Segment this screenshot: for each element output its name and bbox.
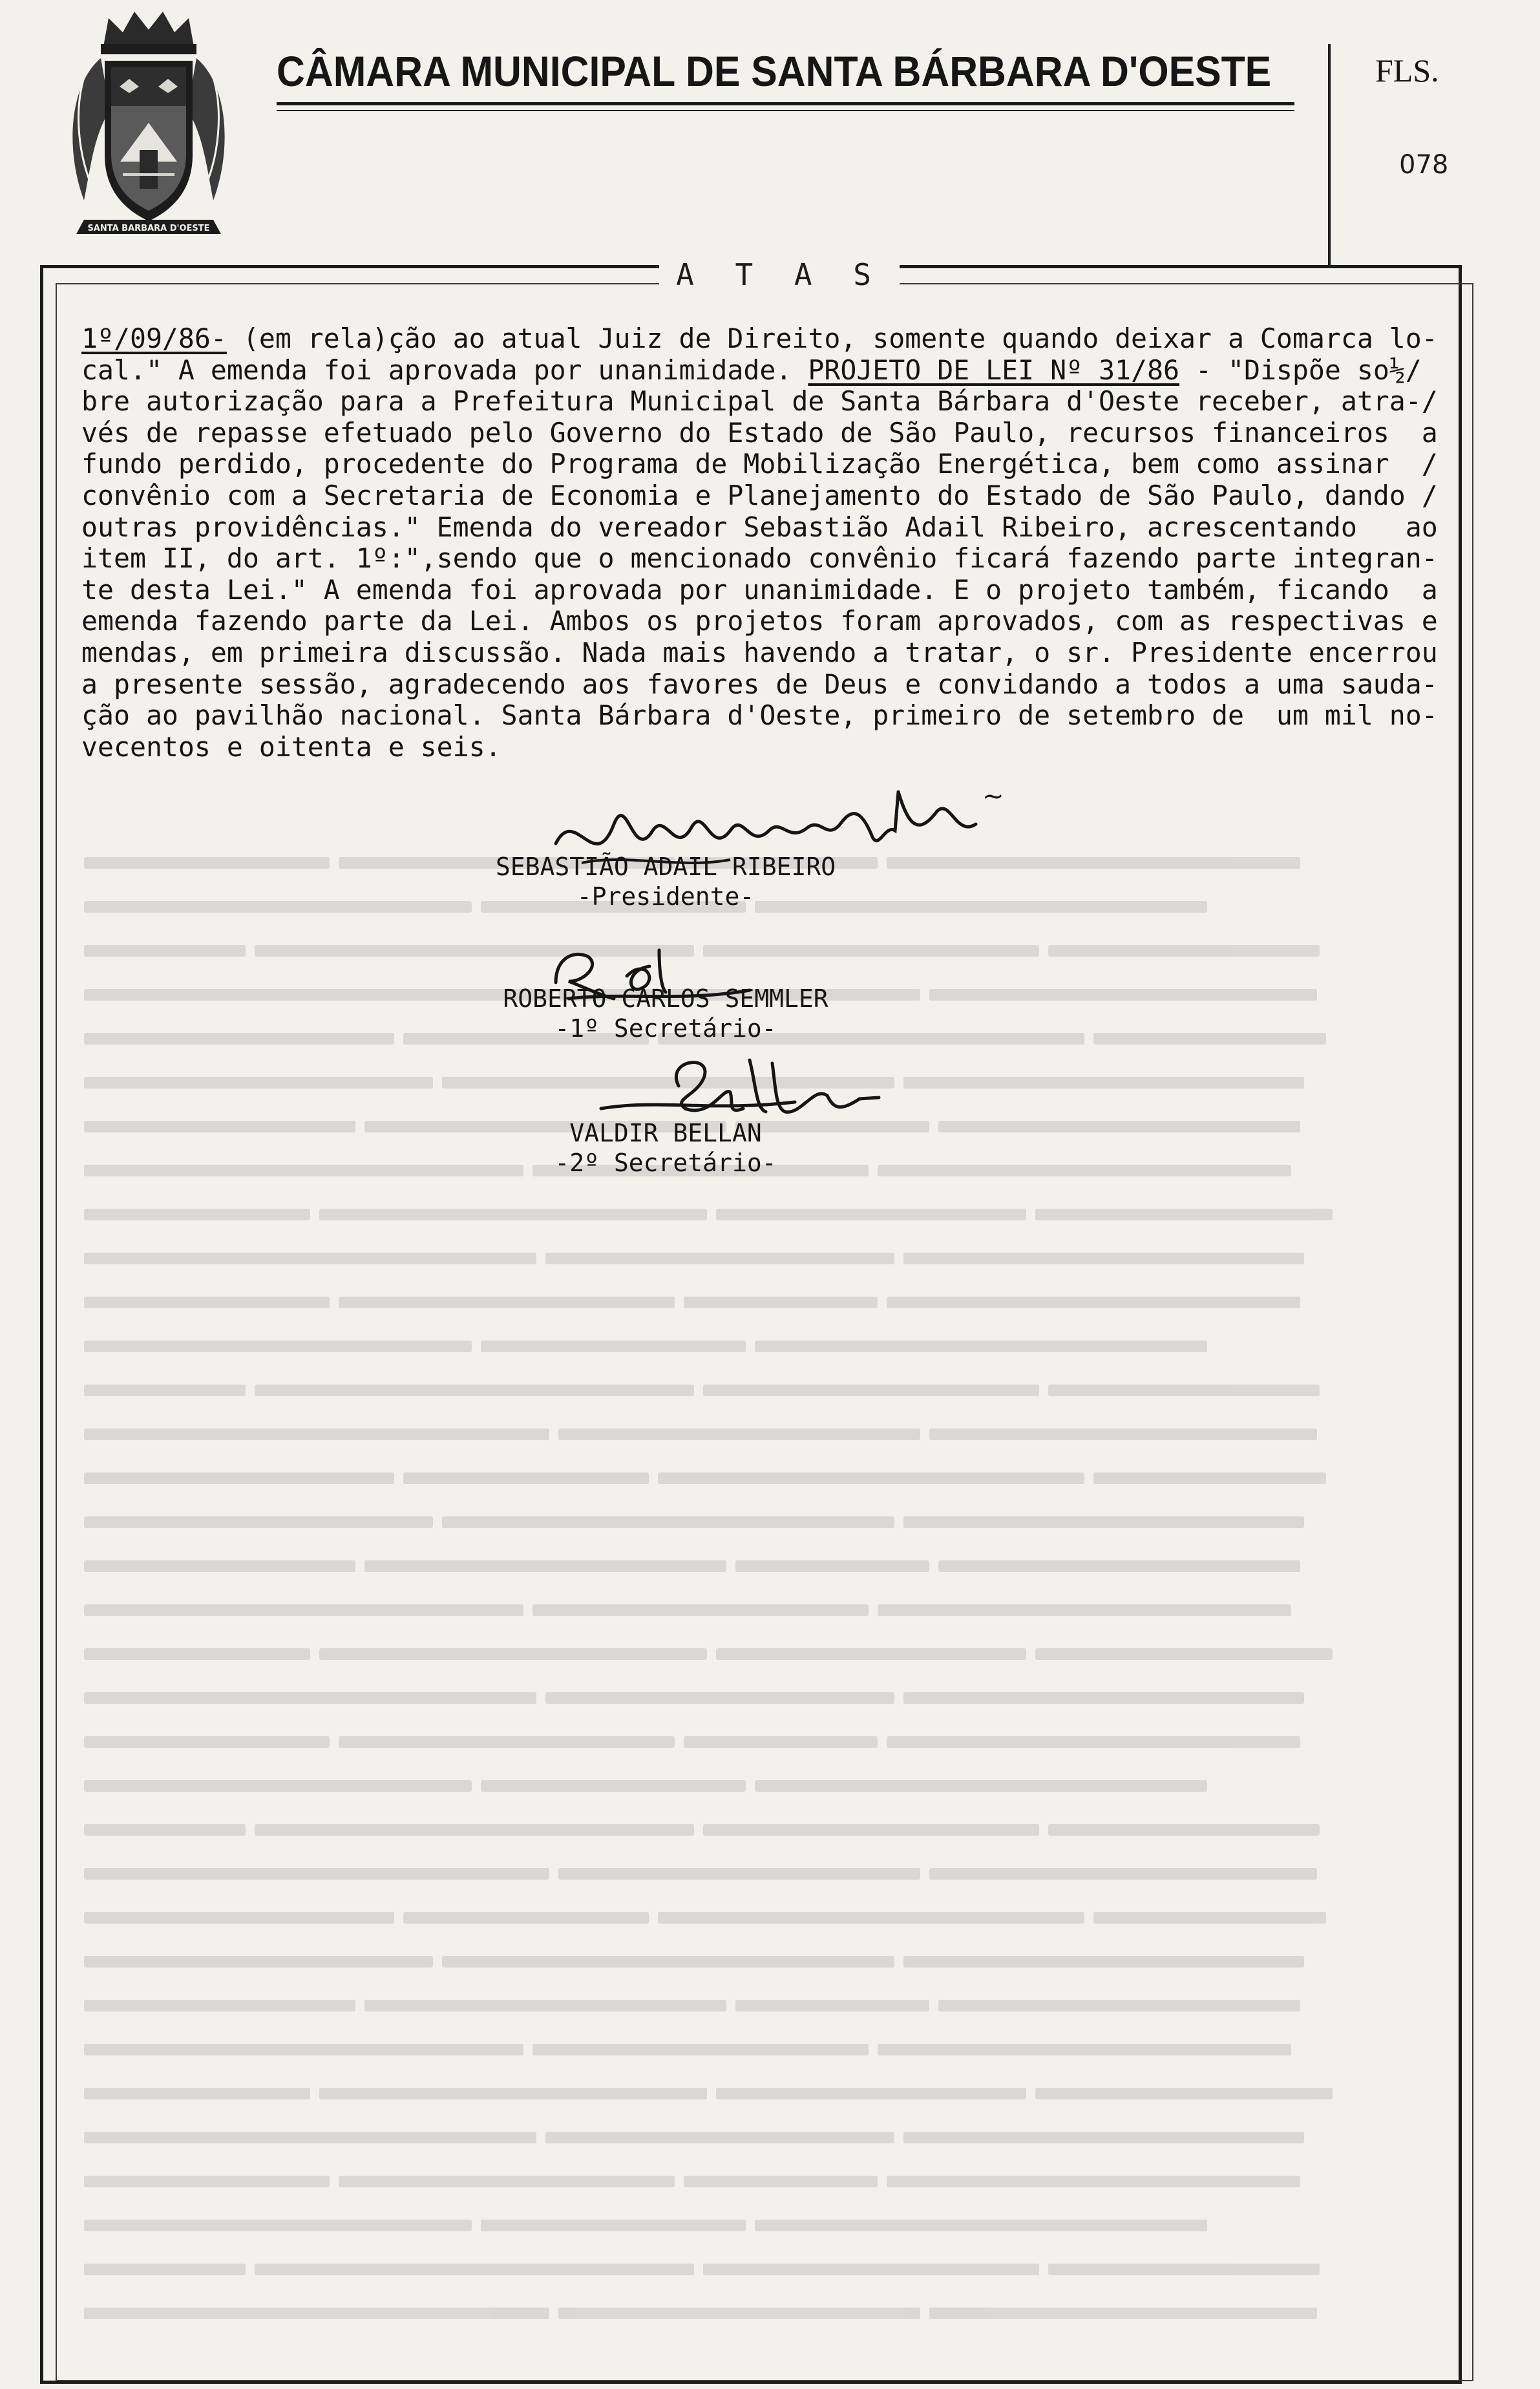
signatory-name: VALDIR BELLAN	[569, 1119, 762, 1147]
bleed-through-mark	[84, 1956, 433, 1968]
bleed-through-mark	[84, 2132, 536, 2143]
bleed-through-mark	[938, 1560, 1300, 1572]
section-title: A T A S	[659, 257, 900, 292]
bleed-through-row	[84, 1675, 1454, 1719]
bleed-through-mark	[403, 1472, 649, 1484]
text-run: item II, do art. 1º:",sendo que o mencionado convênio ficará fazendo parte integran-	[81, 542, 1438, 575]
municipal-crest-icon	[58, 6, 239, 252]
bleed-through-mark	[84, 1033, 394, 1045]
text-run: a presente sessão, agradecendo aos favores de Deus e convidando a todos a uma sauda-	[81, 668, 1438, 700]
bleed-through-mark	[1048, 2264, 1320, 2275]
bleed-through-mark	[84, 2176, 330, 2187]
bleed-through-row	[84, 1895, 1454, 1939]
bleed-through-mark	[84, 1824, 246, 1836]
minutes-text	[81, 323, 1464, 763]
svg-text:SANTA BARBARA D'OESTE: SANTA BARBARA D'OESTE	[87, 224, 210, 233]
bleed-through-mark	[755, 1341, 1207, 1352]
bleed-through-mark	[84, 1297, 330, 1308]
bleed-through-mark	[887, 1736, 1300, 1748]
bleed-through-mark	[1035, 1648, 1333, 1660]
bleed-through-mark	[364, 1560, 726, 1572]
bleed-through-row	[84, 1587, 1454, 1631]
bleed-through-mark	[929, 1868, 1317, 1880]
bleed-through-row	[84, 2027, 1454, 2071]
bleed-through-mark	[84, 1516, 433, 1528]
bleed-through-row	[84, 2071, 1454, 2115]
bleed-through-mark	[84, 1780, 472, 1792]
minutes-line	[81, 480, 1464, 512]
underlined-reference: PROJETO DE LEI Nº 31/86	[808, 354, 1180, 386]
text-run: mendas, em primeira discussão. Nada mais havendo a tratar, o sr. Presidente encerrou	[81, 636, 1438, 668]
text-run: te desta Lei." A emenda foi aprovada por unanimidade. E o projeto também, ficando a	[81, 573, 1438, 606]
bleed-through-mark	[84, 1560, 355, 1572]
bleed-through-mark	[84, 1472, 394, 1484]
minutes-line	[81, 449, 1464, 480]
bleed-through-row	[84, 1983, 1454, 2027]
bleed-through-row	[84, 1851, 1454, 1895]
bleed-through-mark	[903, 1956, 1304, 1968]
bleed-through-mark	[703, 1824, 1039, 1836]
bleed-through-mark	[716, 1209, 1026, 1220]
bleed-through-mark	[735, 1560, 929, 1572]
bleed-through-mark	[84, 1604, 523, 1616]
bleed-through-row	[84, 1192, 1454, 1236]
bleed-through-mark	[545, 1692, 894, 1704]
svg-text:~: ~	[982, 781, 1004, 811]
text-run: fundo perdido, procedente do Programa de Mobilização Energética, bem como assinar /	[81, 448, 1438, 480]
text-run: outras providências." Emenda do vereador Sebastião Adail Ribeiro, acrescentando ao	[81, 511, 1438, 543]
bleed-through-mark	[84, 2044, 523, 2055]
bleed-through-mark	[755, 1780, 1207, 1792]
bleed-through-row	[84, 1412, 1454, 1456]
bleed-through-mark	[84, 857, 330, 869]
text-run: vecentos e oitenta e seis.	[81, 730, 501, 763]
bleed-through-row	[84, 1631, 1454, 1675]
bleed-through-mark	[684, 1297, 878, 1308]
bleed-through-mark	[84, 1253, 536, 1264]
bleed-through-mark	[716, 1648, 1026, 1660]
bleed-through-mark	[84, 2308, 549, 2319]
bleed-through-mark	[84, 1868, 549, 1880]
bleed-through-mark	[84, 945, 246, 957]
bleed-through-row	[84, 2115, 1454, 2159]
signatory-role: -1º Secretário-	[554, 1014, 777, 1043]
bleed-through-mark	[878, 1604, 1291, 1616]
bleed-through-mark	[929, 989, 1317, 1001]
bleed-through-row	[84, 2291, 1454, 2335]
bleed-through-mark	[533, 2044, 869, 2055]
bleed-through-mark	[1035, 2088, 1333, 2099]
bleed-through-mark	[255, 1385, 694, 1396]
underlined-reference: 1º/09/86-	[81, 323, 227, 354]
bleed-through-row	[84, 1368, 1454, 1412]
bleed-through-mark	[442, 1516, 894, 1528]
bleed-through-mark	[481, 1341, 746, 1352]
bleed-through-mark	[84, 1912, 394, 1924]
bleed-through-mark	[481, 1780, 746, 1792]
signatory-name: SEBASTIÃO ADAIL RIBEIRO	[495, 853, 836, 881]
bleed-through-row	[84, 2203, 1454, 2247]
bleed-through-row	[84, 1807, 1454, 1851]
bleed-through-mark	[878, 2044, 1291, 2055]
minutes-line	[81, 669, 1464, 701]
bleed-through-row	[84, 1324, 1454, 1368]
bleed-through-mark	[755, 2220, 1207, 2231]
bleed-through-mark	[735, 2000, 929, 2012]
bleed-through-mark	[684, 1736, 878, 1748]
bleed-through-mark	[84, 1385, 246, 1396]
bleed-through-row	[84, 1280, 1454, 1324]
bleed-through-row	[84, 1500, 1454, 1544]
bleed-through-mark	[903, 1692, 1304, 1704]
text-run: cal." A emenda foi aprovada por unanimidade.	[81, 354, 808, 386]
bleed-through-mark	[878, 1165, 1291, 1176]
minutes-line	[81, 386, 1464, 418]
bleed-through-mark	[1093, 1033, 1326, 1045]
bleed-through-mark	[929, 1428, 1317, 1440]
bleed-through-mark	[84, 2000, 355, 2012]
bleed-through-mark	[84, 1648, 310, 1660]
bleed-through-mark	[403, 1912, 649, 1924]
minutes-line	[81, 637, 1464, 669]
bleed-through-mark	[339, 2176, 675, 2187]
minutes-line	[81, 606, 1464, 637]
bleed-through-mark	[84, 2220, 472, 2231]
bleed-through-mark	[558, 2308, 920, 2319]
text-run: bre autorização para a Prefeitura Municipal de Santa Bárbara d'Oeste receber, atra-/	[81, 385, 1438, 418]
minutes-line	[81, 575, 1464, 606]
bleed-through-mark	[84, 2264, 246, 2275]
title-underline	[277, 102, 1294, 105]
bleed-through-mark	[1035, 1209, 1333, 1220]
bleed-through-mark	[903, 1516, 1304, 1528]
bleed-through-mark	[938, 2000, 1300, 2012]
bleed-through-row	[84, 2159, 1454, 2203]
bleed-through-mark	[545, 1253, 894, 1264]
bleed-through-mark	[1048, 1385, 1320, 1396]
bleed-through-mark	[1093, 1912, 1326, 1924]
bleed-through-mark	[938, 1121, 1300, 1132]
bleed-through-mark	[703, 1385, 1039, 1396]
signature-block-second-secretary	[439, 1118, 892, 1178]
bleed-through-mark	[1048, 945, 1320, 957]
bleed-through-mark	[887, 2176, 1300, 2187]
minutes-line	[81, 700, 1464, 732]
bleed-through-mark	[84, 1692, 536, 1704]
bleed-through-mark	[1048, 1824, 1320, 1836]
bleed-through-mark	[558, 1428, 920, 1440]
signatory-role: -Presidente-	[576, 882, 755, 911]
bleed-through-mark	[658, 1912, 1084, 1924]
bleed-through-mark	[319, 1209, 707, 1220]
text-run: convênio com a Secretaria de Economia e Planejamento do Estado de São Paulo, dando /	[81, 479, 1438, 511]
bleed-through-mark	[703, 2264, 1039, 2275]
bleed-through-mark	[442, 1956, 894, 1968]
folio-divider	[1328, 44, 1331, 267]
bleed-through-mark	[319, 2088, 707, 2099]
signature-block-president	[439, 852, 892, 911]
minutes-line	[81, 323, 1464, 355]
bleed-through-row	[84, 1236, 1454, 1280]
bleed-through-mark	[339, 1736, 675, 1748]
minutes-line	[81, 512, 1464, 544]
folio-label: FLS.	[1375, 52, 1439, 89]
bleed-through-row	[84, 1544, 1454, 1587]
bleed-through-mark	[545, 2132, 894, 2143]
bleed-through-mark	[887, 1297, 1300, 1308]
bleed-through-mark	[929, 2308, 1317, 2319]
signatory-name: ROBERTO CARLOS SEMMLER	[503, 984, 828, 1013]
bleed-through-mark	[533, 1604, 869, 1616]
bleed-through-mark	[684, 2176, 878, 2187]
minutes-line	[81, 418, 1464, 449]
bleed-through-row	[84, 1719, 1454, 1763]
text-run: - "Dispõe so½/	[1179, 354, 1422, 386]
bleed-through-mark	[716, 2088, 1026, 2099]
bleed-through-mark	[84, 1428, 549, 1440]
bleed-through-mark	[84, 1341, 472, 1352]
bleed-through-mark	[903, 1253, 1304, 1264]
bleed-through-row	[84, 2247, 1454, 2291]
bleed-through-mark	[364, 2000, 726, 2012]
text-run: ção ao pavilhão nacional. Santa Bárbara d'Oeste, primeiro de setembro de um mil no-	[81, 699, 1438, 732]
bleed-through-mark	[255, 2264, 694, 2275]
text-run: vés de repasse efetuado pelo Governo do Estado de São Paulo, recursos financeiros a	[81, 416, 1438, 449]
bleed-through-mark	[84, 1209, 310, 1220]
signature-block-first-secretary	[439, 984, 892, 1043]
text-run: emenda fazendo parte da Lei. Ambos os projetos foram aprovados, com as respectivas e	[81, 605, 1438, 637]
bleed-through-mark	[903, 1077, 1304, 1088]
bleed-through-row	[84, 1939, 1454, 1983]
bleed-through-row	[84, 1456, 1454, 1500]
bleed-through-mark	[84, 1121, 355, 1132]
bleed-through-mark	[255, 1824, 694, 1836]
title-underline-thin	[277, 110, 1294, 111]
bleed-through-mark	[339, 1297, 675, 1308]
bleed-through-mark	[903, 2132, 1304, 2143]
text-run: (em rela)ção ao atual Juiz de Direito, somente quando deixar a Comarca lo-	[226, 323, 1438, 354]
bleed-through-mark	[84, 2088, 310, 2099]
minutes-line	[81, 543, 1464, 575]
bleed-through-mark	[558, 1868, 920, 1880]
bleed-through-mark	[481, 2220, 746, 2231]
bleed-through-mark	[658, 1472, 1084, 1484]
minutes-line	[81, 355, 1464, 387]
bleed-through-mark	[319, 1648, 707, 1660]
minutes-line	[81, 732, 1464, 763]
folio-number: 078	[1399, 150, 1449, 180]
bleed-through-mark	[84, 1736, 330, 1748]
chamber-title: CÂMARA MUNICIPAL DE SANTA BÁRBARA D'OESTE	[277, 47, 1272, 95]
bleed-through-mark	[84, 901, 472, 913]
bleed-through-mark	[1093, 1472, 1326, 1484]
bleed-through-mark	[84, 1077, 433, 1088]
signatory-role: -2º Secretário-	[554, 1149, 777, 1177]
bleed-through-row	[84, 1763, 1454, 1807]
